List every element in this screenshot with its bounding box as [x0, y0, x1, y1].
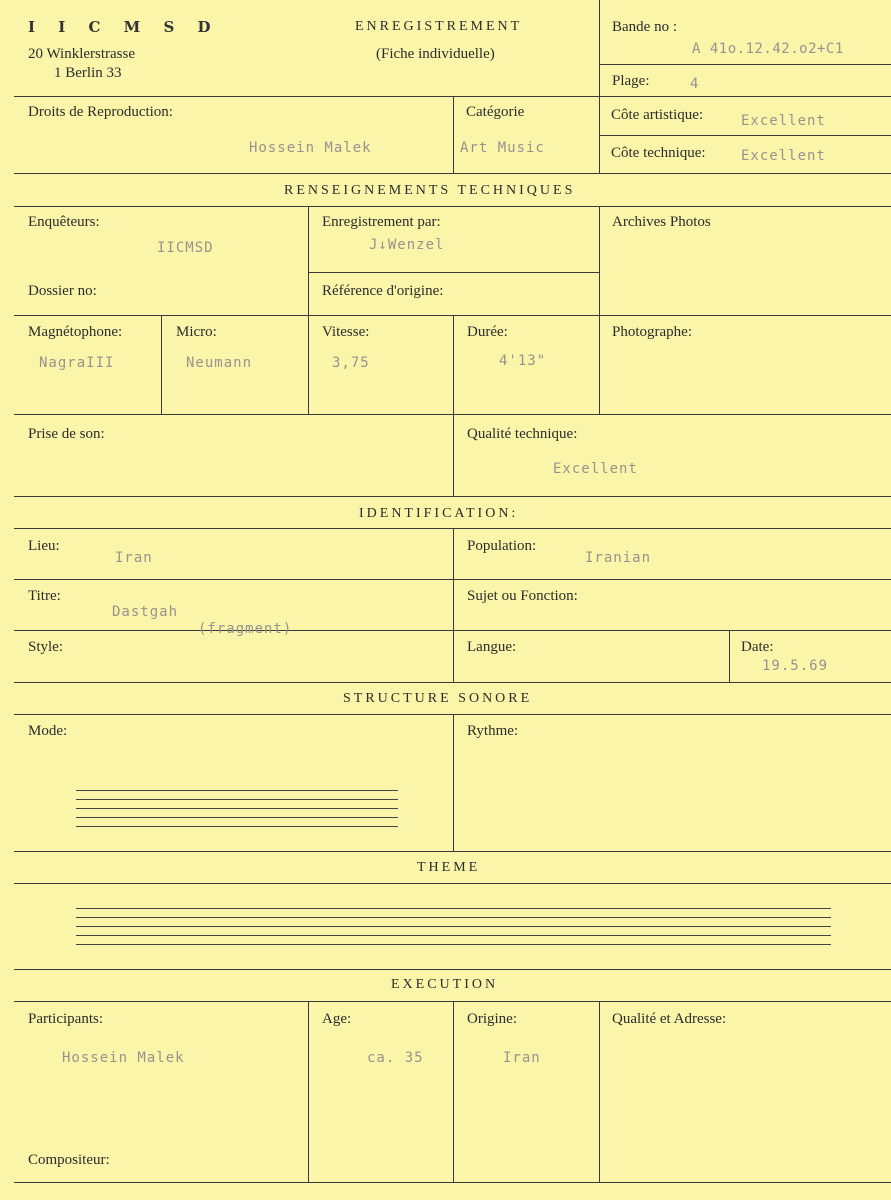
magnetophone-value: NagraIII	[39, 355, 115, 371]
section-title-structure: STRUCTURE SONORE	[343, 691, 533, 706]
age-label: Age:	[322, 1011, 352, 1027]
staff-line	[76, 908, 831, 909]
participants-label: Participants:	[28, 1011, 103, 1027]
rule	[308, 272, 599, 273]
enregistrement-par-label: Enregistrement par:	[322, 214, 441, 230]
cote-artistique-label: Côte artistique:	[611, 107, 704, 123]
rule	[14, 682, 891, 683]
rule	[599, 135, 891, 136]
rule	[161, 315, 162, 414]
categorie-label: Catégorie	[466, 104, 525, 120]
droits-label: Droits de Reproduction:	[28, 104, 173, 120]
mode-label: Mode:	[28, 723, 68, 739]
rythme-label: Rythme:	[467, 723, 519, 739]
prise-de-son-label: Prise de son:	[28, 426, 105, 442]
staff-line	[76, 917, 831, 918]
staff-line	[76, 817, 398, 818]
rule	[308, 1001, 309, 1182]
staff-line	[76, 826, 398, 827]
reference-label: Référence d'origine:	[322, 283, 444, 299]
staff-line	[76, 808, 398, 809]
cote-technique-value: Excellent	[741, 148, 826, 164]
institution-logo: I I C M S D	[28, 18, 220, 36]
address-line-2: 1 Berlin 33	[54, 65, 122, 81]
rule	[453, 714, 454, 851]
rule	[14, 969, 891, 970]
rule	[14, 496, 891, 497]
cote-artistique-value: Excellent	[741, 113, 826, 129]
categorie-value: Art Music	[460, 140, 545, 156]
photographe-label: Photographe:	[612, 324, 692, 340]
rule	[14, 1182, 891, 1183]
rule	[453, 315, 454, 414]
date-value: 19.5.69	[762, 658, 829, 674]
origine-label: Origine:	[467, 1011, 517, 1027]
plage-label: Plage:	[612, 73, 650, 89]
rule	[599, 0, 600, 173]
qualite-technique-value: Excellent	[553, 461, 638, 477]
qualite-adresse-label: Qualité et Adresse:	[612, 1011, 727, 1027]
rule	[14, 851, 891, 852]
rule	[599, 206, 600, 414]
rule	[729, 630, 730, 682]
rule	[14, 883, 891, 884]
qualite-technique-label: Qualité technique:	[467, 426, 578, 442]
card-subtitle: (Fiche individuelle)	[376, 46, 495, 62]
duree-label: Durée:	[467, 324, 508, 340]
cote-technique-label: Côte technique:	[611, 145, 706, 161]
section-title-theme: THEME	[417, 860, 481, 875]
magnetophone-label: Magnétophone:	[28, 324, 123, 340]
age-value: ca. 35	[367, 1050, 424, 1066]
enqueteurs-label: Enquêteurs:	[28, 214, 100, 230]
rule	[14, 173, 891, 174]
staff-line	[76, 799, 398, 800]
staff-line	[76, 935, 831, 936]
titre-value: Dastgah	[112, 604, 179, 620]
participants-value: Hossein Malek	[62, 1050, 185, 1066]
rule	[599, 64, 891, 65]
micro-value: Neumann	[186, 355, 253, 371]
lieu-value: Iran	[115, 550, 153, 566]
card-title: ENREGISTREMENT	[355, 19, 523, 34]
bande-value: A 41o.12.42.o2+C1	[692, 41, 844, 57]
droits-value: Hossein Malek	[249, 140, 372, 156]
micro-label: Micro:	[176, 324, 217, 340]
lieu-label: Lieu:	[28, 538, 60, 554]
rule	[599, 1001, 600, 1182]
titre-label: Titre:	[28, 588, 61, 604]
rule	[308, 206, 309, 414]
section-title-identification: IDENTIFICATION:	[359, 506, 519, 521]
population-value: Iranian	[585, 550, 652, 566]
population-label: Population:	[467, 538, 537, 554]
rule	[453, 96, 454, 173]
section-title-execution: EXECUTION	[391, 977, 499, 992]
rule	[453, 528, 454, 682]
langue-label: Langue:	[467, 639, 517, 655]
vitesse-value: 3,75	[332, 355, 370, 371]
staff-line	[76, 926, 831, 927]
archives-photos-label: Archives Photos	[612, 214, 711, 230]
rule	[453, 1001, 454, 1182]
date-label: Date:	[741, 639, 774, 655]
bande-label: Bande no :	[612, 19, 677, 35]
vitesse-label: Vitesse:	[322, 324, 370, 340]
rule	[453, 414, 454, 496]
address-line-1: 20 Winklerstrasse	[28, 46, 136, 62]
staff-line	[76, 944, 831, 945]
duree-value: 4'13"	[499, 353, 547, 369]
enregistrement-par-value: J↓Wenzel	[369, 237, 445, 253]
compositeur-label: Compositeur:	[28, 1152, 110, 1168]
staff-line	[76, 790, 398, 791]
style-label: Style:	[28, 639, 64, 655]
section-title-technical: RENSEIGNEMENTS TECHNIQUES	[284, 183, 576, 198]
sujet-label: Sujet ou Fonction:	[467, 588, 578, 604]
plage-value: 4	[690, 76, 700, 92]
origine-value: Iran	[503, 1050, 541, 1066]
rule	[14, 206, 891, 207]
dossier-label: Dossier no:	[28, 283, 97, 299]
enqueteurs-value: IICMSD	[157, 240, 214, 256]
titre-value-fragment: (fragment)	[198, 621, 293, 637]
